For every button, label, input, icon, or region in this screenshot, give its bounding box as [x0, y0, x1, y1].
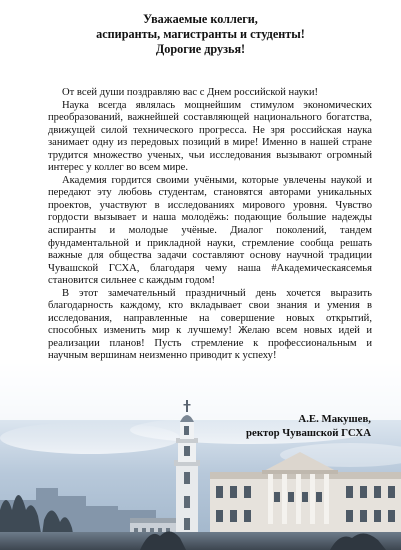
paragraph-3: Академия гордится своими учёными, которые увлечены наукой и передают эту любовь студентам, становятся авторами уникальных проектов, участвуют в исследованиях мирового уровня. Чувство гордости вызывает и наша молодёжь: подающие большие надежды аспиранты и молодые учёные. Диалог поколений, тандем фундаментальной и прикладной науки, стремление сообща решать важные для общества задачи составляют основу научной традиции Чувашской ГСХА, благодаря чему наша #Академическаясемья становится сильнее с каждым годом!: [48, 174, 372, 287]
heading-line-3: Дорогие друзья!: [155, 42, 246, 56]
signature-block: [246, 412, 371, 440]
heading-line-1: Уважаемые коллеги,: [143, 12, 258, 26]
paragraph-1: От всей души поздравляю вас с Днем российской науки!: [62, 87, 319, 98]
signature-title: ректор Чувашской ГСХА: [246, 427, 371, 439]
greeting-heading: [0, 12, 401, 57]
paragraph-4: В этот замечательный праздничный день хочется выразить благодарность каждому, кто вкладывает свои знания и умения в исследования, направленные на совершение новых открытий, способных изменить мир к лучшему! Желаю всем новых идей и реализации планов! Пусть стремление к профессиональным и научным вершинам неизменно приводит к успеху!: [48, 287, 372, 362]
greeting-body: [48, 87, 372, 363]
signature-name: А.Е. Макушев,: [298, 413, 371, 425]
heading-line-2: аспиранты, магистранты и студенты!: [96, 27, 305, 41]
paragraph-2: Наука всегда являлась мощнейшим стимулом экономических преобразований, важнейшей составляющей национального богатства, движущей силой технического прогресса. Не зря российская наука занимает одну из передовых позиций в мире! Именно в нашей стране трудится множество ученых, чьи исследования вызывают огромный интерес у коллег во всем мире.: [48, 99, 372, 174]
city-photo: [0, 360, 401, 550]
